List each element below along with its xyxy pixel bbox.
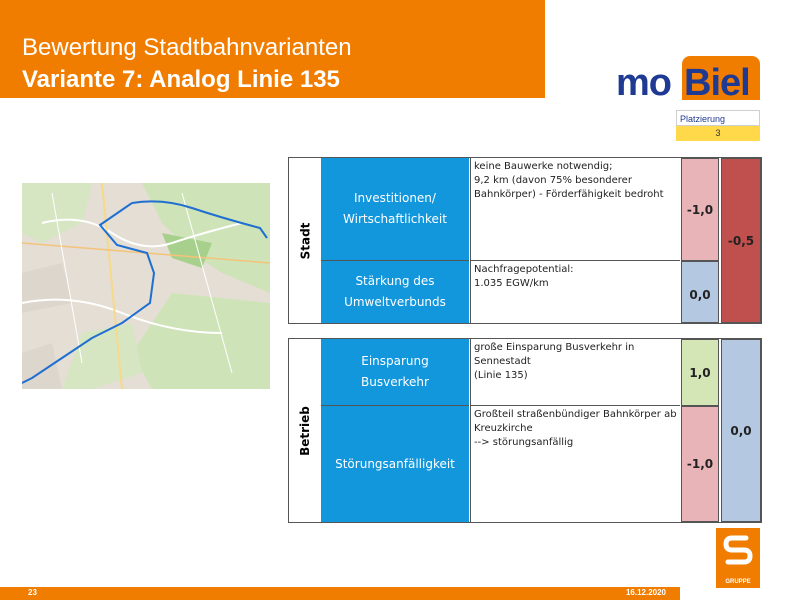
section-betrieb (288, 338, 762, 523)
total-stadt: -0,5 (721, 158, 761, 323)
criterion-umweltverbund: Stärkung des Umweltverbunds (321, 261, 469, 323)
section-stadt (288, 157, 762, 324)
footer-bar (0, 587, 680, 600)
total-betrieb: 0,0 (721, 339, 761, 522)
slide-subtitle: Variante 7: Analog Linie 135 (22, 66, 340, 93)
criterion-investitionen: Investitionen/ Wirtschaftlichkeit (321, 158, 469, 261)
gruppe-logo (716, 528, 760, 588)
logo-text-mo: mo (616, 62, 671, 104)
score-einsparung-busverkehr: 1,0 (681, 339, 719, 406)
route-map-graphic (22, 183, 270, 389)
gruppe-s-icon (716, 528, 760, 572)
title-banner (0, 0, 545, 98)
placement-box (676, 110, 760, 141)
gruppe-label: GRUPPE (725, 579, 751, 585)
score-stoerungsanfaelligkeit: -1,0 (681, 406, 719, 522)
logo-text-biel: Biel (684, 62, 750, 104)
criterion-einsparung-busverkehr: Einsparung Busverkehr (321, 339, 469, 406)
slide-title: Bewertung Stadtbahnvarianten (22, 34, 352, 61)
description-einsparung-busverkehr: große Einsparung Busverkehr in Sennestadt (Linie 135) (470, 339, 680, 406)
footer-date: 16.12.2020 (625, 588, 666, 597)
score-umweltverbund: 0,0 (681, 261, 719, 323)
route-map (22, 183, 270, 389)
criterion-stoerungsanfaelligkeit: Störungsanfälligkeit (321, 406, 469, 522)
score-investitionen: -1,0 (681, 158, 719, 261)
description-stoerungsanfaelligkeit: Großteil straßenbündiger Bahnkörper ab Kreuzkirche --> störungsanfällig (470, 406, 680, 522)
mobiel-logo (612, 56, 762, 102)
description-umweltverbund: Nachfragepotential: 1.035 EGW/km (470, 261, 680, 323)
section-label-stadt: Stadt (298, 222, 312, 259)
section-label-betrieb: Betrieb (298, 405, 312, 456)
placement-value: 3 (676, 126, 760, 141)
description-investitionen: keine Bauwerke notwendig; 9,2 km (davon 75% besonderer Bahnkörper) - Förderfähigkeit bedroht (470, 158, 680, 261)
page-number: 23 (28, 588, 37, 597)
placement-label: Platzierung (676, 110, 760, 126)
